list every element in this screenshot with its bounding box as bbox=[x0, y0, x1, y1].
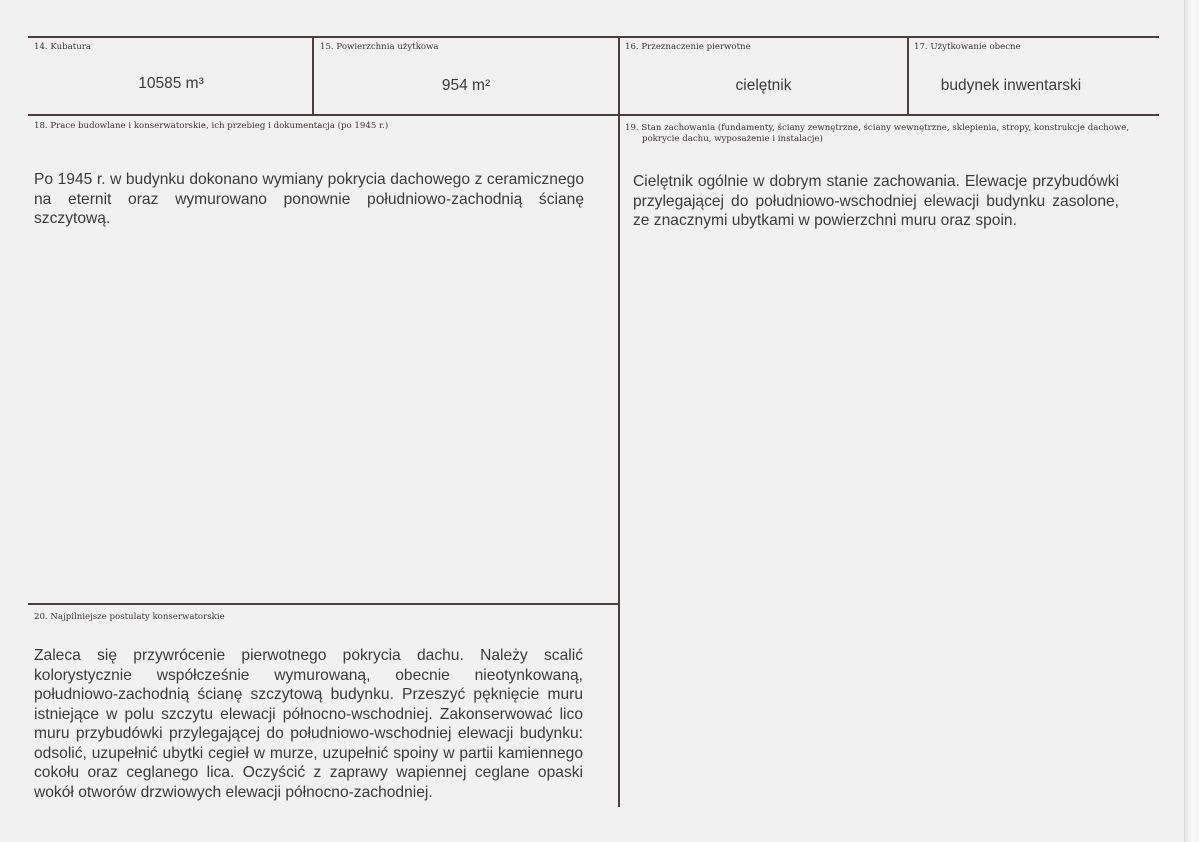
field-18-paragraph: Po 1945 r. w budynku dokonano wymiany pokrycia dachowego z ceramicznego na eternit oraz wymurowano ponownie południowo-zachodnią ścianę szczytową. bbox=[34, 171, 584, 227]
field-19-label-line1: 19. Stan zachowania (fundamenty, ściany zewnętrzne, ściany wewnętrzne, sklepienia, stropy, konstrukcje dachowe, bbox=[625, 123, 1130, 133]
field-17-label: 17. Użytkowanie obecne bbox=[914, 42, 1021, 52]
divider-15-16 bbox=[618, 37, 620, 115]
field-20-text bbox=[34, 646, 583, 802]
field-18-label: 18. Prace budowlane i konserwatorskie, ich przebieg i dokumentacja (po 1945 r.) bbox=[34, 121, 389, 131]
field-16-value: cielętnik bbox=[735, 77, 792, 94]
card-right-edge bbox=[1184, 0, 1199, 842]
field-15-label: 15. Powierzchnia użytkowa bbox=[320, 42, 439, 52]
top-rule bbox=[28, 36, 1159, 38]
field-16-label: 16. Przeznaczenie pierwotne bbox=[625, 42, 751, 52]
section-20-top-rule bbox=[28, 603, 619, 605]
field-14-label: 14. Kubatura bbox=[34, 42, 92, 52]
row1-bottom-rule bbox=[28, 114, 1159, 116]
divider-14-15 bbox=[312, 37, 314, 115]
field-19-label-line2: pokrycie dachu, wyposażenie i instalacje) bbox=[642, 134, 823, 144]
field-20-label: 20. Najpilniejsze postulaty konserwatorskie bbox=[34, 612, 225, 622]
field-15-value: 954 m² bbox=[441, 77, 491, 94]
field-20-paragraph: Zaleca się przywrócenie pierwotnego pokrycia dachu. Należy scalić kolorystycznie współcześnie wymurowaną, obecnie nieotynkowaną, południowo-zachodnią ścianę szczytową budynku. Przeszyć pęknięcie muru istniejące w polu szczytu elewacji północno-wschodniej. Zakonserwować lico muru przybudówki przylegającej do południowo-wschodniej elewacji budynku: odsolić, uzupełnić ubytki cegieł w murze, uzupełnić spoiny w partii kamiennego cokołu oraz ceglanego lica. Oczyścić z zaprawy wapiennej ceglane opaski wokół otworów drzwiowych elewacji północno-zachodniej. bbox=[34, 647, 583, 801]
field-19-text bbox=[633, 172, 1119, 231]
field-18-text bbox=[34, 170, 584, 229]
field-14-value: 10585 m³ bbox=[138, 75, 204, 92]
field-17-value: budynek inwentarski bbox=[940, 77, 1082, 94]
divider-16-17 bbox=[907, 37, 909, 115]
center-divider bbox=[618, 115, 620, 807]
field-19-paragraph: Cielętnik ogólnie w dobrym stanie zachowania. Elewacje przybudówki przylegającej do południowo-wschodniej elewacji budynku zasolone, ze znacznymi ubytkami w powierzchni muru oraz spoin. bbox=[633, 173, 1119, 229]
